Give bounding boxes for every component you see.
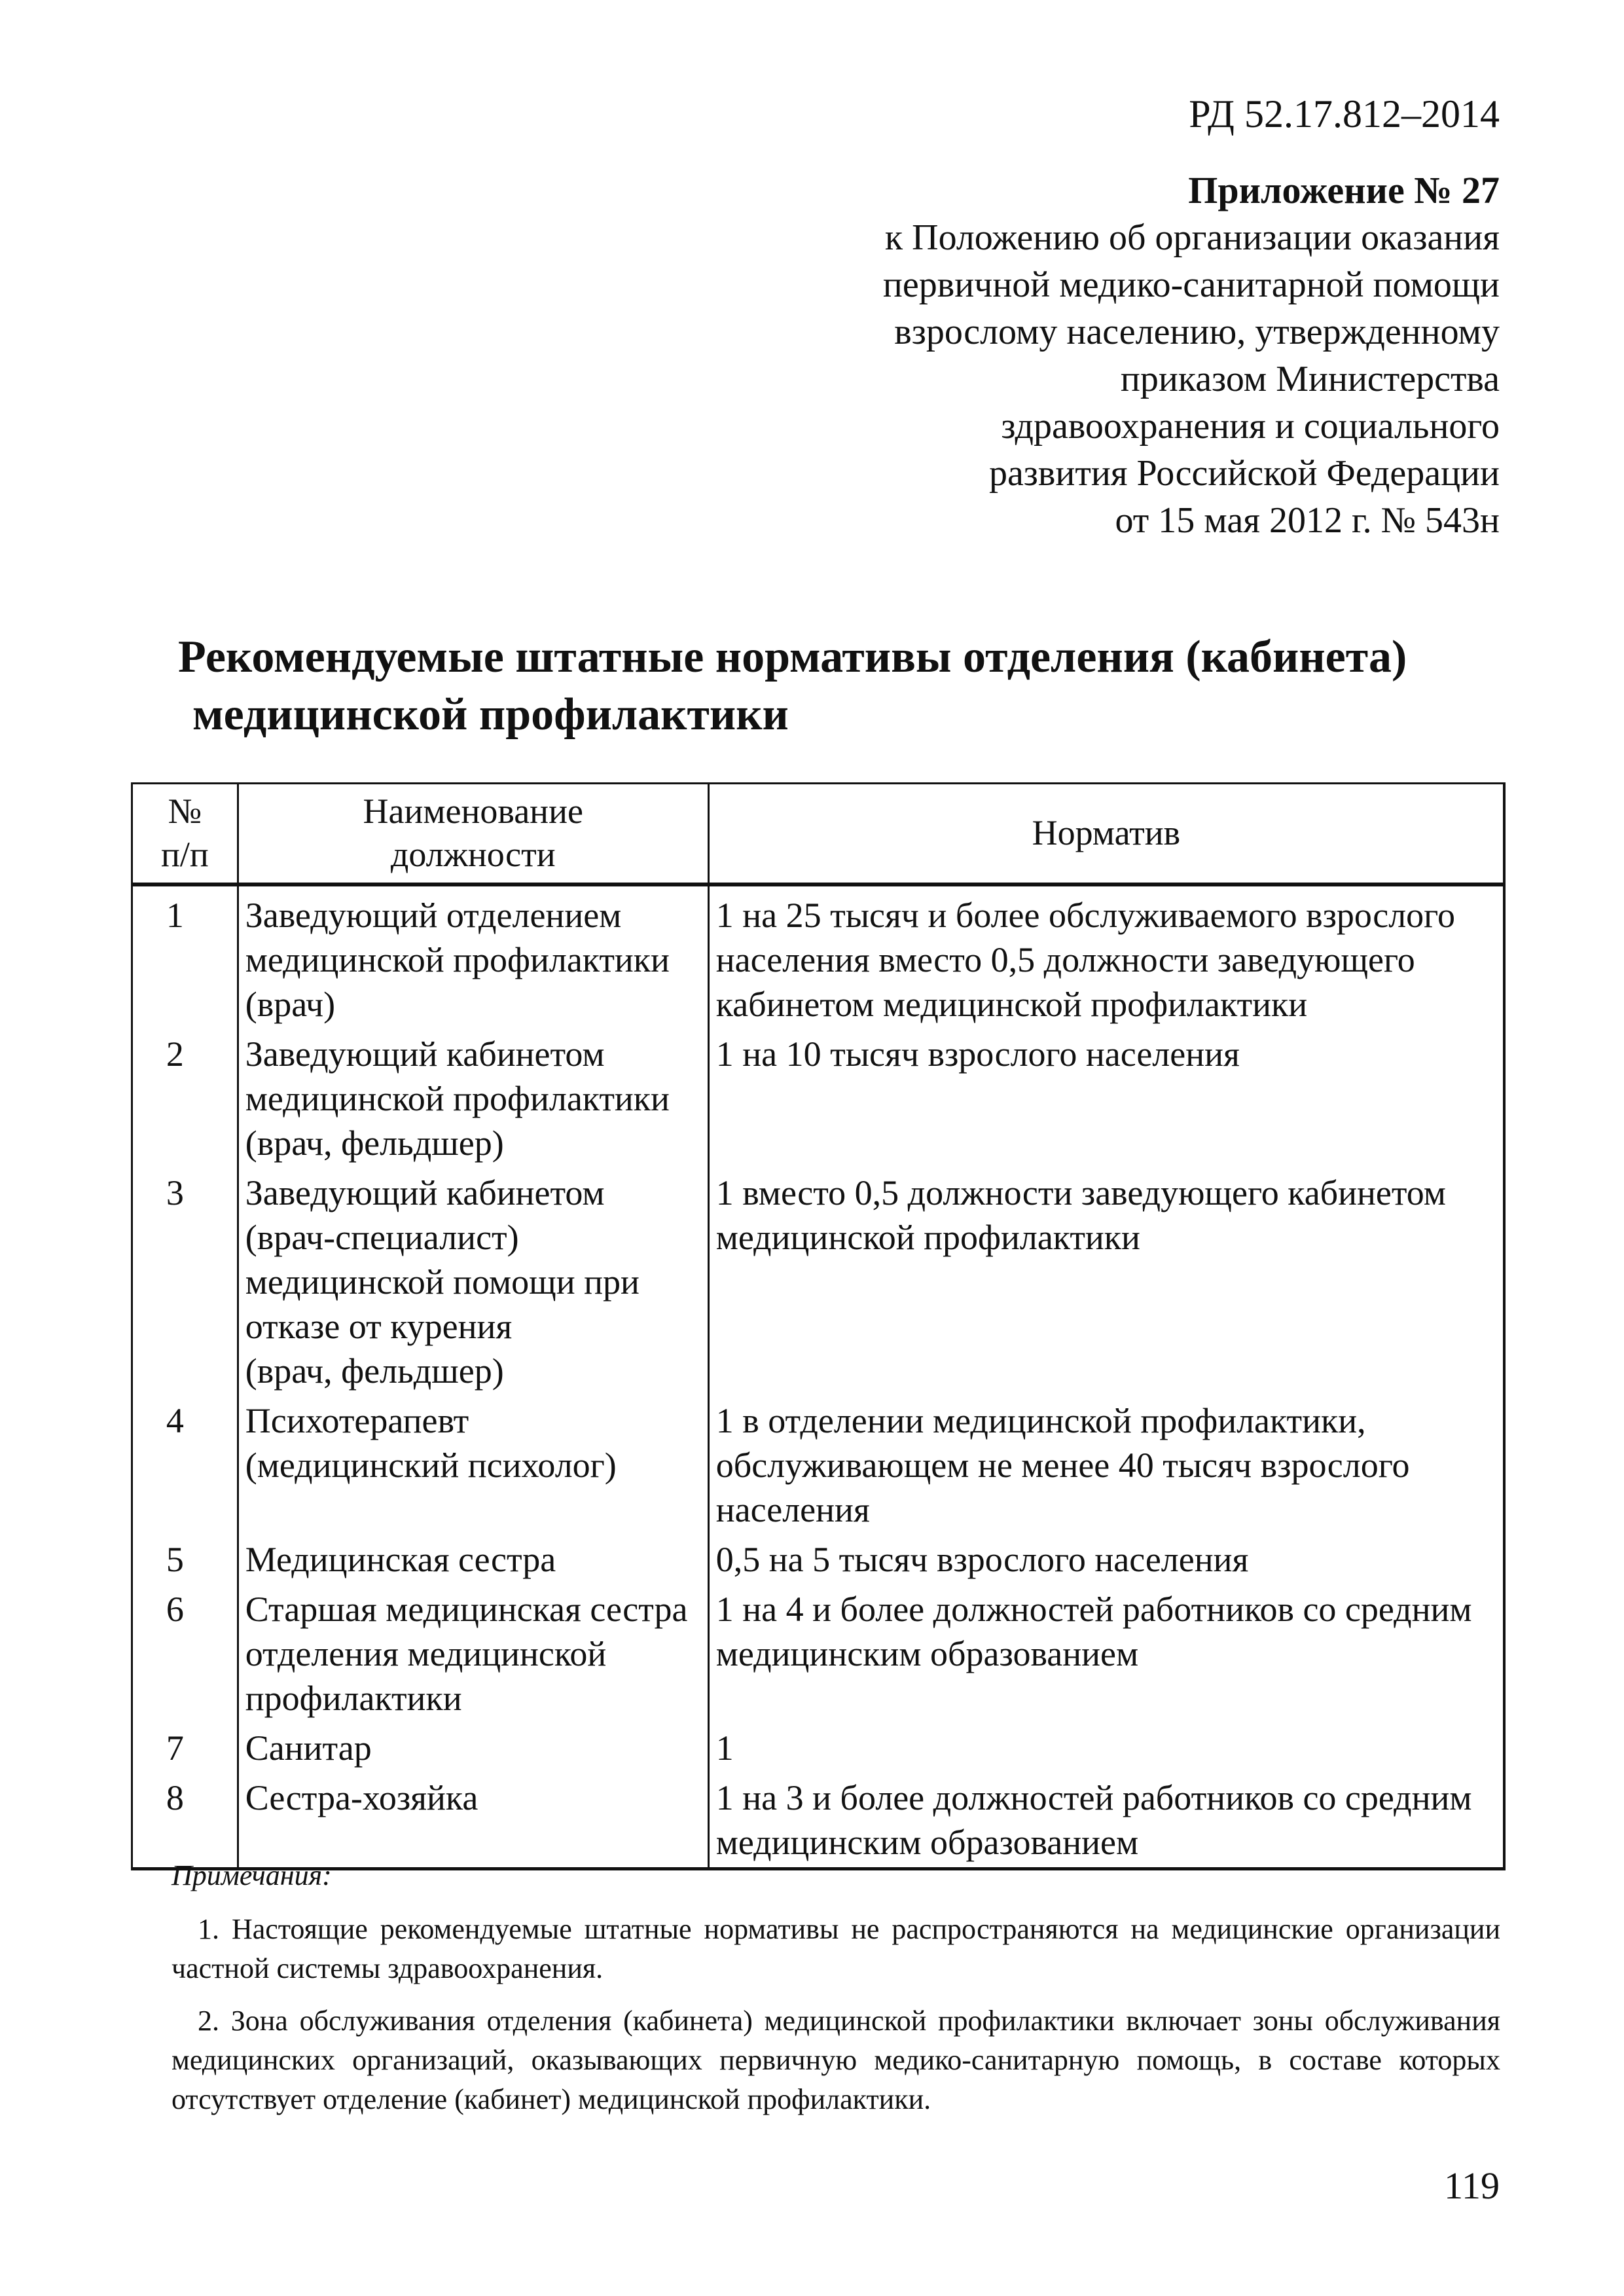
table-row: [132, 1396, 1505, 1535]
cell-line: медицинской профилактики: [245, 940, 670, 979]
row-number: 8: [166, 1778, 184, 1817]
cell-line: профилактики: [245, 1679, 462, 1718]
notes-title: Примечания:: [171, 1859, 332, 1891]
row-number: 4: [166, 1401, 184, 1440]
norm-cell: [708, 1029, 1504, 1168]
cell-line: Заведующий кабинетом: [245, 1173, 605, 1212]
table-row: [132, 1535, 1505, 1584]
cell-line: (врач, фельдшер): [245, 1123, 504, 1163]
appendix-block: [583, 167, 1500, 544]
header-text: п/п: [160, 835, 209, 874]
cell-line: 0,5 на 5 тысяч взрослого населения: [715, 1540, 1249, 1579]
table-header-row: [132, 784, 1505, 885]
table-row: [132, 1029, 1505, 1168]
norm-cell: [708, 1584, 1504, 1723]
row-number: 2: [166, 1034, 184, 1074]
cell-line: населения: [715, 1490, 870, 1529]
table-row: [132, 884, 1505, 1029]
note-item: 1. Настоящие рекомендуемые штатные нормативы не распространяются на медицинские организации частной системы здравоохранения.: [171, 1913, 1500, 1984]
cell-line: Сестра-хозяйка: [245, 1778, 478, 1817]
position-cell: [238, 884, 708, 1029]
appendix-title: Приложение № 27: [1188, 169, 1500, 211]
staffing-table: [131, 782, 1506, 1870]
row-number: 6: [166, 1590, 184, 1629]
header-number: [132, 784, 238, 885]
cell-line: 1: [715, 1728, 734, 1768]
cell-line: (врач): [245, 985, 336, 1024]
cell-line: 1 на 10 тысяч взрослого населения: [715, 1034, 1240, 1074]
row-number: 5: [166, 1540, 184, 1579]
page-number: 119: [1444, 2164, 1500, 2207]
cell-line: медицинской профилактики: [715, 1218, 1140, 1257]
header-text: №: [168, 792, 202, 831]
position-cell: [238, 1723, 708, 1773]
position-cell: [238, 1535, 708, 1584]
cell-line: Заведующий отделением: [245, 896, 622, 935]
cell-line: отказе от курения: [245, 1307, 513, 1346]
appendix-line: от 15 мая 2012 г. № 543н: [1115, 500, 1500, 541]
cell-line: 1 на 4 и более должностей работников со средним: [715, 1590, 1472, 1629]
row-number: 7: [166, 1728, 184, 1768]
appendix-line: развития Российской Федерации: [988, 453, 1500, 494]
cell-line: (медицинский психолог): [245, 1446, 617, 1485]
appendix-line: первичной медико-санитарной помощи: [882, 264, 1500, 305]
header-norm: [708, 784, 1504, 885]
cell-line: (врач-специалист): [245, 1218, 519, 1257]
cell-line: обслуживающем не менее 40 тысяч взрослого: [715, 1446, 1410, 1485]
cell-line: (врач, фельдшер): [245, 1351, 504, 1391]
cell-line: 1 в отделении медицинской профилактики,: [715, 1401, 1366, 1440]
cell-line: 1 вместо 0,5 должности заведующего кабинетом: [715, 1173, 1446, 1212]
cell-line: медицинской помощи при: [245, 1262, 640, 1302]
table-row: [132, 1168, 1505, 1396]
table-row: [132, 1773, 1505, 1869]
page-title-line: Рекомендуемые штатные нормативы отделения (кабинета): [178, 632, 1407, 682]
header-text: Наименование: [363, 792, 583, 831]
notes-section: [171, 1856, 1500, 2132]
header-text: должности: [390, 835, 556, 874]
cell-line: медицинским образованием: [715, 1634, 1139, 1673]
row-number: 1: [166, 896, 184, 935]
norm-cell: [708, 1396, 1504, 1535]
norm-cell: [708, 1723, 1504, 1773]
position-cell: [238, 1773, 708, 1869]
norm-cell: [708, 884, 1504, 1029]
cell-line: Санитар: [245, 1728, 372, 1768]
norm-cell: [708, 1168, 1504, 1396]
cell-line: кабинетом медицинской профилактики: [715, 985, 1308, 1024]
cell-line: Медицинская сестра: [245, 1540, 556, 1579]
document-code: РД 52.17.812–2014: [1189, 92, 1500, 136]
cell-line: медицинским образованием: [715, 1823, 1139, 1862]
header-text: Норматив: [1032, 813, 1181, 852]
page-title-line: медицинской профилактики: [192, 689, 789, 740]
cell-line: 1 на 3 и более должностей работников со средним: [715, 1778, 1472, 1817]
position-cell: [238, 1584, 708, 1723]
cell-line: отделения медицинской: [245, 1634, 607, 1673]
appendix-line: к Положению об организации оказания: [884, 217, 1500, 258]
cell-line: Заведующий кабинетом: [245, 1034, 605, 1074]
row-number: 3: [166, 1173, 184, 1212]
table-row: [132, 1723, 1505, 1773]
table-row: [132, 1584, 1505, 1723]
appendix-line: приказом Министерства: [1120, 359, 1500, 399]
appendix-line: здравоохранения и социального: [1001, 406, 1500, 446]
appendix-line: взрослому населению, утвержденному: [894, 312, 1500, 352]
note-item: 2. Зона обслуживания отделения (кабинета) медицинской профилактики включает зоны обслуживания медицинских организаций, оказывающих первичную медико-санитарную помощь, в составе которых отсутствует отделение (кабинет) медицинской профилактики.: [171, 2005, 1500, 2115]
page-title: [178, 629, 1500, 744]
cell-line: Психотерапевт: [245, 1401, 469, 1440]
cell-line: 1 на 25 тысяч и более обслуживаемого взрослого: [715, 896, 1455, 935]
position-cell: [238, 1029, 708, 1168]
header-position: [238, 784, 708, 885]
cell-line: Старшая медицинская сестра: [245, 1590, 688, 1629]
cell-line: медицинской профилактики: [245, 1079, 670, 1118]
cell-line: населения вместо 0,5 должности заведующего: [715, 940, 1415, 979]
norm-cell: [708, 1773, 1504, 1869]
position-cell: [238, 1396, 708, 1535]
position-cell: [238, 1168, 708, 1396]
norm-cell: [708, 1535, 1504, 1584]
